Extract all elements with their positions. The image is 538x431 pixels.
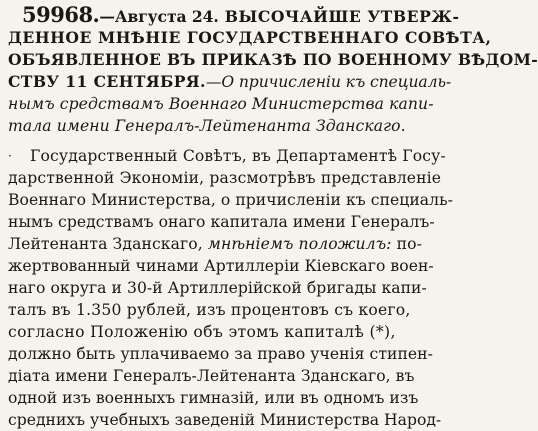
body-line-5-end: по- <box>391 235 422 253</box>
article-subject-start: —О причисленіи къ специаль- <box>205 73 451 91</box>
body-line-4: нымъ средствамъ онаго капитала имени Генералъ- <box>8 213 435 231</box>
body-line-3: Военнаго Министерства, о причисленіи къ специаль- <box>8 191 453 209</box>
body-line-12: одной изъ военныхъ гимназій, или въ одномъ изъ <box>8 389 419 407</box>
article-header-line-4 <box>8 71 451 93</box>
article-date: Августа 24. <box>114 7 219 26</box>
article-subject-line-6: тала имени Генералъ-Лейтенанта Зданскаго. <box>8 117 406 135</box>
body-line-10: должно быть уплачиваемо за право ученія стипен- <box>8 345 433 363</box>
body-line-13: среднихъ учебныхъ заведеній Министерства Народ- <box>8 411 442 429</box>
article-publication-date: СТВУ 11 СЕНТЯБРЯ. <box>8 72 206 91</box>
article-subject-line-5: нымъ средствамъ Военнаго Министерства капи- <box>8 95 434 113</box>
resolution-phrase: мнѣніемъ положилъ: <box>207 235 392 253</box>
article-number: 59968. <box>22 2 100 27</box>
print-speck: · <box>8 149 12 163</box>
body-line-6: жертвованный чинами Артиллеріи Кіевскаго воен- <box>8 257 434 275</box>
body-line-7: наго округа и 30-й Артиллерійской бригады капи- <box>8 279 427 297</box>
article-header-line-1: 59968.—Августа 24. ВЫСОЧАЙШЕ УТВЕРЖ- <box>22 2 460 27</box>
body-line-11: діата имени Генералъ-Лейтенанта Зданскаго, въ <box>8 367 415 385</box>
body-line-5-start: Лейтенанта Зданскаго, <box>8 235 203 253</box>
body-line-2: дарственной Экономіи, разсмотрѣвъ представленіе <box>8 169 442 187</box>
body-line-9: согласно Положенію объ этомъ капиталѣ (*), <box>8 323 396 341</box>
body-line-8: талъ въ 1.350 рублей, изъ процентовъ съ коего, <box>8 301 411 319</box>
article-dash: — <box>99 7 115 26</box>
body-line-1: Государственный Совѣтъ, въ Департаментѣ Госу- <box>30 147 446 165</box>
article-header-line-3: ОБЪЯВЛЕННОЕ ВЪ ПРИКАЗѢ ПО ВОЕННОМУ ВѢДОМ- <box>8 50 538 69</box>
body-line-5 <box>8 233 422 255</box>
article-header-line-2: ДЕННОЕ МНѢНІЕ ГОСУДАРСТВЕННАГО СОВѢТА, <box>8 28 492 47</box>
